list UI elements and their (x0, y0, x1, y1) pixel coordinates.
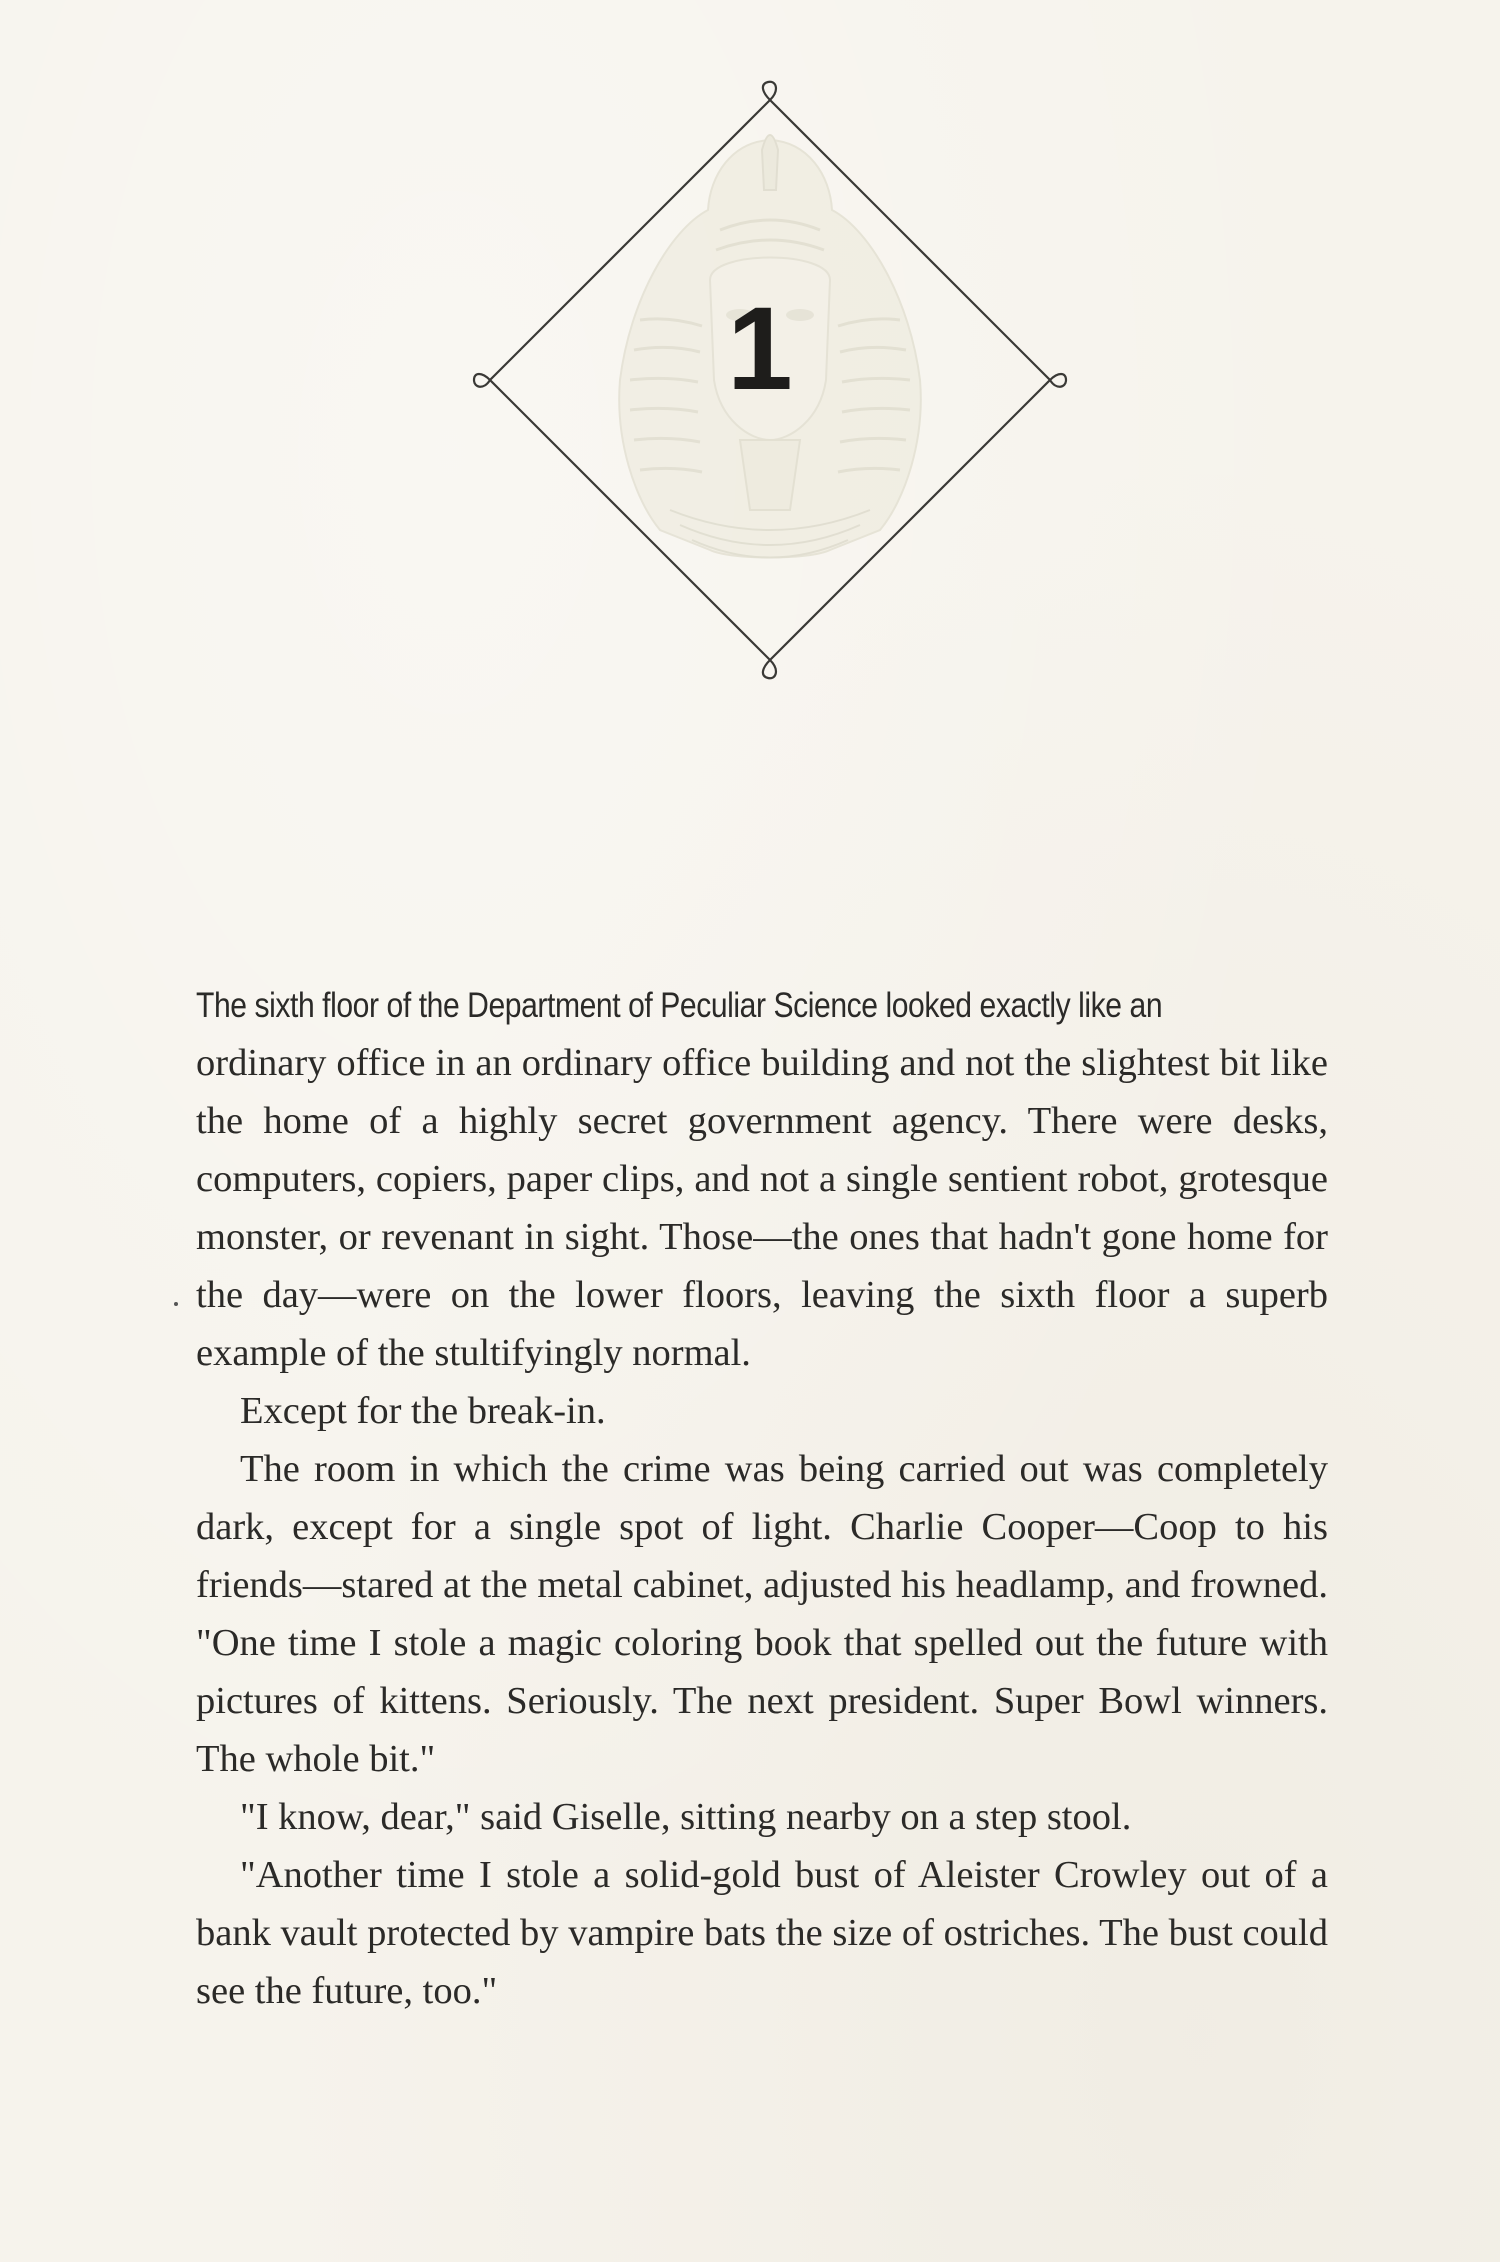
paragraph-4: "I know, dear," said Giselle, sitting nearby on a step stool. (240, 1796, 1132, 1838)
body-text (196, 976, 1328, 2020)
paragraph-2: Except for the break-in. (240, 1390, 606, 1432)
chapter-number: 1 (727, 283, 793, 415)
paragraph-5: "Another time I stole a solid-gold bust of Aleister Crowley out of a bank vault protected by vampire bats the size of ostriches. The bust could see the future, too." (196, 1854, 1328, 2012)
paragraph-1 (196, 976, 1328, 1382)
lead-in-wrapper (196, 976, 1328, 1034)
paragraph-1-text: ordinary office in an ordinary office building and not the slightest bit like the home of a highly secret government agency. There were desks, computers, copiers, paper clips, and not a single sentient robot, grotesque monster, or revenant in sight. Those—the ones that hadn't gone home for the day—were on the lower floors, leaving the sixth floor a superb example of the stultifyingly normal. (196, 1042, 1328, 1374)
stray-ink-mark (174, 1302, 178, 1306)
paragraph-3: The room in which the crime was being carried out was completely dark, except for a single spot of light. Charlie Cooper—Coop to his friends—stared at the metal cabinet, adjusted his headlamp, and frowned. "One time I stole a magic coloring book that spelled out the future with pictures of kittens. Seriously. The next president. Super Bowl winners. The whole bit." (196, 1448, 1328, 1780)
lead-in-text: The sixth floor of the Department of Peculiar Science looked exactly like an (196, 986, 1163, 1025)
